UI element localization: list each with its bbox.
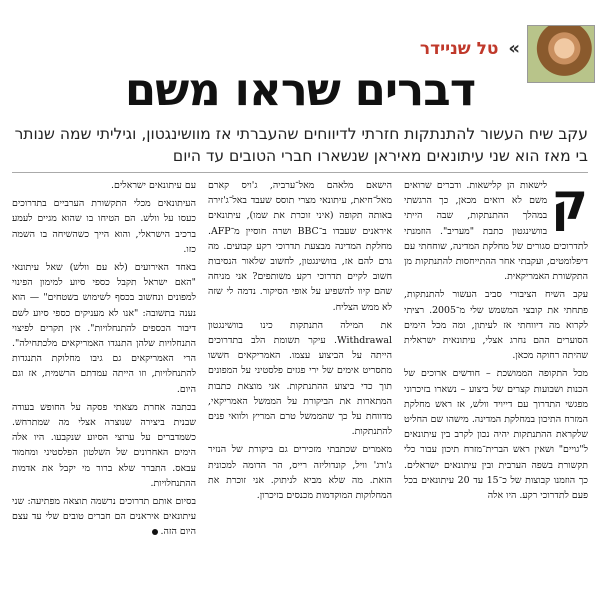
article-deck: עקב שיח העשור להתנתקות חזרתי לדיווחים שהעברתי אז מוושינגטון, וגיליתי שמה שנותר בי מאז הוא שני עיתונאים מאיראן שנשארו חברי הטובים עד היום <box>14 125 588 165</box>
paragraph: באחד האירועים (לא עם וולש) שאל עיתונאי "האם ישראל תקבל כספי סיוע למימון הפינוי למפונים ונחשוב בכסף לשימוש בשטחים" — הוא נענה בתשובה: "אנו לא מעניקים כספי סיוע לשם דיבור הכספים להתנחלויות". אין תקרים לפיצוי התנחלויות שלהן התנגדו האמריקאים מלכתחילה". הרי האמריקאים גם גיבו מחלוקת התנגדות להתנחלויות, וזו הייתה עמדתם הרשמית, אז וגם היום. <box>12 262 196 395</box>
column-2 <box>208 178 392 583</box>
author-name-text: טל שניידר <box>419 39 499 59</box>
paragraph: בסיום אותם תדרוכים נרשמה תוצאה מפתיעה: שני עיתונאים איראנים הם חברים טובים שלי עד עצם היום הזה. <box>12 496 196 538</box>
paragraph: עם עיתונאים ישראלים. <box>111 180 196 191</box>
paragraph: עקב השיח הציבורי סביב העשור להתנתקות, פתחתי את קובצי המשמש שלי מ־2005. רציתי לקרוא מה דיווחתי אז לעיתון, ומה מכל הימים הסוערים ההם נחרג אצלי, עיתונאית ישראלית שהיתה רחוקה מכאן. <box>404 289 588 362</box>
paragraph: לישאות הן קלישאות. ודברים שרואים משם לא רואים מכאן, כך הרגשתי במהלך ההתנתקות, שבה הייתי בוושינגטון כתבת "מעריב". הוזמנתי לתדרוכים סגורים של מחלקת המדינה, שוחחתי עם דיפלומטים, ועקבתי אחר ההתייחסות להתנתקות מן התקשורת האמריקאית. <box>404 180 588 283</box>
article-body <box>12 178 588 583</box>
column-1 <box>404 178 588 583</box>
paragraph: העיתונאים מכלי התקשורת הערביים בתדרוכים כעסו על וולש. הם הטיחו בו שהוא מגיים לעמע ברכיב הישראלי, והוא הייך כשהשיחה בו השמה כזו. <box>12 198 196 255</box>
article-headline: דברים שראו משם <box>124 63 476 116</box>
author-name[interactable] <box>420 38 520 59</box>
drop-cap: ק <box>551 178 588 231</box>
paragraph: מכל התקופה הממושכת – חודשים ארוכים של הכנות ושבועות קצרים של ביצוע – נשארו בזיכרוני מפגשי התדרוך עם דייויד וולש, אז ראש מחלקת המזרח התיכון במחלקת המדינה. מישהו שם החליט שלקראת ההתנתקות יהיה נכון לקרב בין עיתונאים ל"גויים" ושאין ראש הברית־מזרח תיכון עבור כלי תקשורת בשפה הערבית ובין עיתונאים ישראלים. כך הוזמנו קבוצות של כ־15 עד 20 עיתונאים בכל פעם לתדרוכי רקע. היו אלה <box>404 368 588 502</box>
paragraph: את המילה התנתקות כינו בוושינגטון Withdrawal. עיקר תשומת הלב בתדרוכים הייתה על הביצוע עצמו. האמריקאים חששו מתסריט אימים של ירי פגזים פלסטיני על המפונים תוך כדי ביצוע ההתנתקות. אני מוצאת כתבות המתארות את הביקורת על הממשל האמריקאי, מדווחת על כך שהממשל טרם המריץ ולוואי פנים להתנתקות. <box>208 319 392 438</box>
divider <box>12 172 588 173</box>
paragraph: הישאם מלאהם מאל־ערביה, ג'ויס קארם מאל־חיאת, עיתונאי מצרי תוסס שעבד באל־ג'זירה באותה תקופה (איני זוכרת את שמו), עיתונאים איראנים שעבדו ב־BBC ושרה חוסיין מ־AFP. מחלקת המדינה מבצעת תדרוכי רקע קבועים. מה גרם להם אז, בוושינגטון, לחשוב שלאור הנסיבות חשוב לקיים תדרוכי רקע משותפים? אני מניחה שהם קיוו להשפיע על אופי הסיקור. נדמה לי שזה לא ממש הצליח. <box>208 180 392 313</box>
column-3 <box>12 178 196 583</box>
double-chevron-icon: » <box>508 38 520 59</box>
paragraph-final <box>12 494 196 540</box>
paragraph: מאמרים שכתבתי מזכירים גם ביקורת של הנזיר ג'ורג' וויל, קונדוליזה רייס, הר הדומה למכונית הזאת. מה שלא מביא לניתוק. אני זוכרת את המחלוקות המוקדמות מכנסים בזיכרון. <box>208 444 392 502</box>
end-mark-icon <box>152 529 158 535</box>
paragraph: בכתבה אחרת מצאתי פסקה על החופש בעודה שבנית ביצירה שנוצרה אצלי מה שמתרחש. כשמדברים על ערוצי הסיוע שנקבעו. היו אלה הימים האחרונים של השלטון הפלסטיני ומחמוד עבאס. התברר שלא ברור מי יקבל את אדמות ההתנחלויות. <box>12 401 196 489</box>
